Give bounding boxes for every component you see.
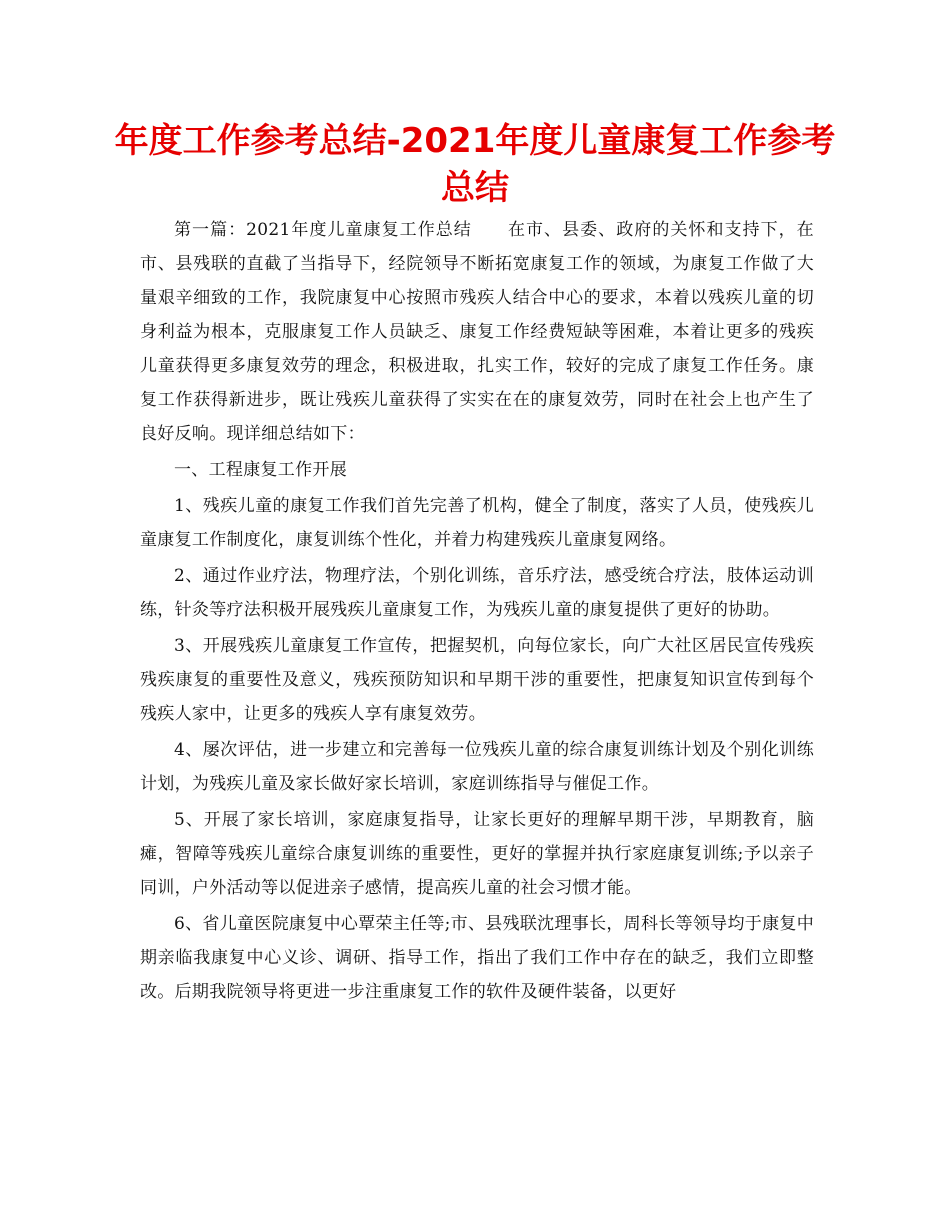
section-heading: 一、工程康复工作开展: [174, 460, 347, 480]
document-body: [140, 213, 814, 1009]
paragraph-item-6: 6、省儿童医院康复中心覃荣主任等;市、县残联沈理事长，周科长等领导均于康复中期亲临我康复中心义诊、调研、指导工作，指出了我们工作中存在的缺乏，我们立即整改。后期我院领导将更进一步注重康复工作的软件及硬件装备，以更好: [140, 914, 814, 1002]
paragraph-intro: 第一篇：2021年度儿童康复工作总结 在市、县委、政府的关怀和支持下，在市、县残联的直截了当指导下，经院领导不断拓宽康复工作的领域，为康复工作做了大量艰辛细致的工作，我院康复中心按照市残疾人结合中心的要求，本着以残疾儿童的切身利益为根本，克服康复工作人员缺乏、康复工作经费短缺等困难，本着让更多的残疾儿童获得更多康复效劳的理念，积极进取，扎实工作，较好的完成了康复工作任务。康复工作获得新进步，既让残疾儿童获得了实实在在的康复效劳，同时在社会上也产生了良好反响。现详细总结如下：: [140, 220, 814, 444]
paragraph-item-4: 4、屡次评估，进一步建立和完善每一位残疾儿童的综合康复训练计划及个别化训练计划，为残疾儿童及家长做好家长培训，家庭训练指导与催促工作。: [140, 740, 814, 794]
paragraph-item-5: 5、开展了家长培训，家庭康复指导，让家长更好的理解早期干涉，早期教育，脑瘫，智障等残疾儿童综合康复训练的重要性，更好的掌握并执行家庭康复训练;予以亲子同训，户外活动等以促进亲子感情，提高疾儿童的社会习惯才能。: [140, 810, 814, 898]
paragraph-item-2: 2、通过作业疗法，物理疗法，个别化训练，音乐疗法，感受统合疗法，肢体运动训练，针灸等疗法积极开展残疾儿童康复工作，为残疾儿童的康复提供了更好的协助。: [140, 566, 814, 620]
paragraph-item-3: 3、开展残疾儿童康复工作宣传，把握契机，向每位家长，向广大社区居民宣传残疾残疾康复的重要性及意义，残疾预防知识和早期干涉的重要性，把康复知识宣传到每个残疾人家中，让更多的残疾人享有康复效劳。: [140, 636, 814, 724]
document-title: 年度工作参考总结-2021年度儿童康复工作参考总结: [114, 121, 836, 208]
paragraph-item-1: 1、残疾儿童的康复工作我们首先完善了机构，健全了制度，落实了人员，使残疾儿童康复工作制度化，康复训练个性化，并着力构建残疾儿童康复网络。: [140, 496, 814, 550]
